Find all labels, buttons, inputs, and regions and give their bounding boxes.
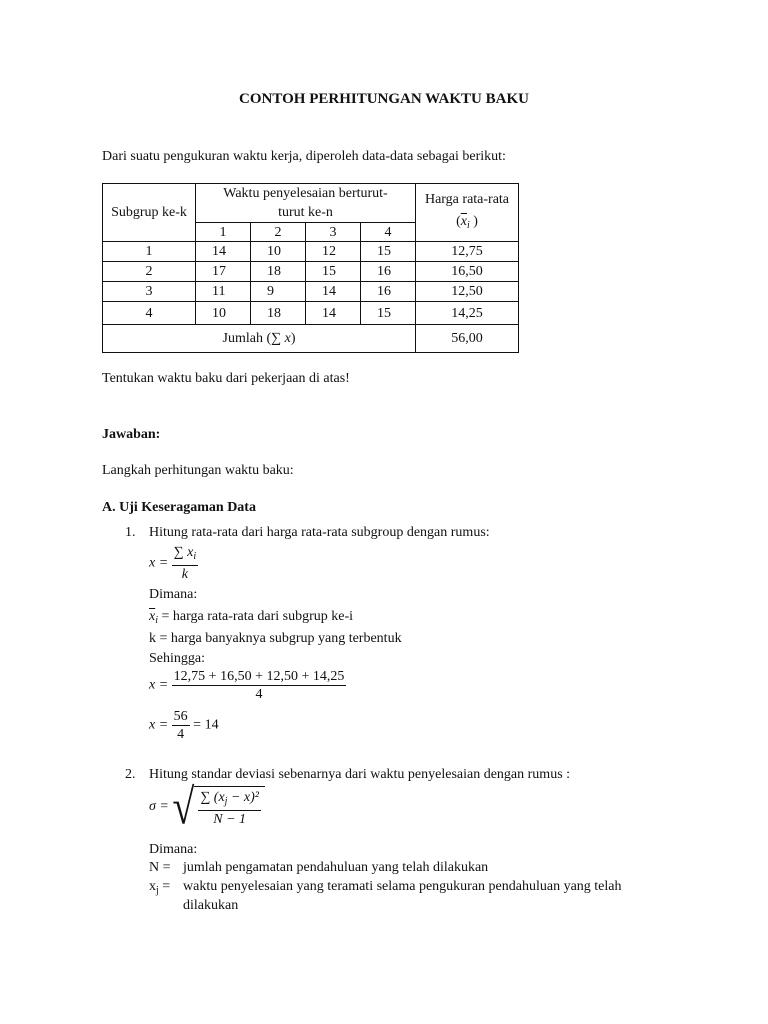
formula-substitution: x = $\frac{12,75 + 16,50 + 12,50 + 14,25}{4}$	[149, 669, 345, 702]
cell-v: 14	[196, 242, 251, 262]
jumlah-value: 56,00	[416, 325, 519, 353]
cell-k: 1	[103, 242, 196, 262]
header-harga: Harga rata-rata ($\overline{x}_i$ )	[416, 184, 519, 242]
cell-v: 15	[306, 262, 361, 282]
question-text: Tentukan waktu baku dari pekerjaan di atas!	[102, 371, 350, 386]
jumlah-label: Jumlah (∑ x)	[103, 325, 416, 353]
cell-v: 18	[251, 262, 306, 282]
sehingga-label: Sehingga:	[149, 651, 205, 666]
cell-v: 15	[361, 242, 416, 262]
intro-text: Dari suatu pengukuran waktu kerja, diperoleh data-data sebagai berikut:	[102, 149, 506, 164]
header-subgroup: Subgrup ke-k	[103, 184, 196, 242]
cell-v: 18	[251, 302, 306, 325]
cell-v: 12	[306, 242, 361, 262]
dimana-label-1: Dimana:	[149, 587, 198, 602]
definition-xi: $\overline{x}_i$ = harga rata-rata dari subgrup ke-i	[149, 609, 353, 626]
cell-v: 11	[196, 282, 251, 302]
cell-v: 15	[361, 302, 416, 325]
step2-text: Hitung standar deviasi sebenarnya dari waktu penyelesaian dengan rumus :	[149, 767, 571, 782]
step2-number: 2.	[125, 767, 136, 782]
header-waktu: Waktu penyelesaian berturut-turut ke-n	[196, 184, 416, 223]
cell-v: 10	[196, 302, 251, 325]
subheader-1: 1	[196, 223, 251, 242]
table-row	[103, 282, 519, 302]
cell-v: 10	[251, 242, 306, 262]
cell-v: 9	[251, 282, 306, 302]
table-row	[103, 302, 519, 325]
table-row	[103, 262, 519, 282]
cell-k: 3	[103, 282, 196, 302]
cell-v: 16	[361, 282, 416, 302]
subheader-4: 4	[361, 223, 416, 242]
langkah-text: Langkah perhitungan waktu baku:	[102, 463, 294, 478]
dimana-label-2: Dimana:	[149, 842, 198, 857]
definition-k: k = harga banyaknya subgrup yang terbentuk	[149, 631, 402, 646]
formula-std-dev: σ = √ $\frac{\sum (x_j - x)^2}{N - 1}$	[149, 786, 265, 828]
definition-xj-cont: dilakukan	[183, 898, 239, 913]
cell-avg: 16,50	[416, 262, 519, 282]
step1-number: 1.	[125, 525, 136, 540]
formula-result: x = $\frac{56}{4}$ = 14	[149, 709, 219, 742]
section-a-heading: A. Uji Keseragaman Data	[102, 500, 256, 515]
subheader-2: 2	[251, 223, 306, 242]
cell-k: 4	[103, 302, 196, 325]
cell-avg: 12,50	[416, 282, 519, 302]
cell-avg: 12,75	[416, 242, 519, 262]
cell-v: 17	[196, 262, 251, 282]
cell-v: 16	[361, 262, 416, 282]
step1-text: Hitung rata-rata dari harga rata-rata subgroup dengan rumus:	[149, 525, 490, 540]
cell-v: 14	[306, 302, 361, 325]
subheader-3: 3	[306, 223, 361, 242]
formula-mean: x = $\frac{\sum x_i}{k}$	[149, 545, 197, 582]
cell-avg: 14,25	[416, 302, 519, 325]
cell-v: 14	[306, 282, 361, 302]
definition-n: N = jumlah pengamatan pendahuluan yang telah dilakukan	[149, 860, 489, 875]
table-row	[103, 242, 519, 262]
data-table	[102, 183, 519, 353]
jawaban-heading: Jawaban:	[102, 427, 161, 442]
cell-k: 2	[103, 262, 196, 282]
definition-xj: $x_j$ = waktu penyelesaian yang teramati selama pengukuran pendahuluan yang telah	[149, 879, 622, 896]
page-title: CONTOH PERHITUNGAN WAKTU BAKU	[239, 91, 529, 107]
